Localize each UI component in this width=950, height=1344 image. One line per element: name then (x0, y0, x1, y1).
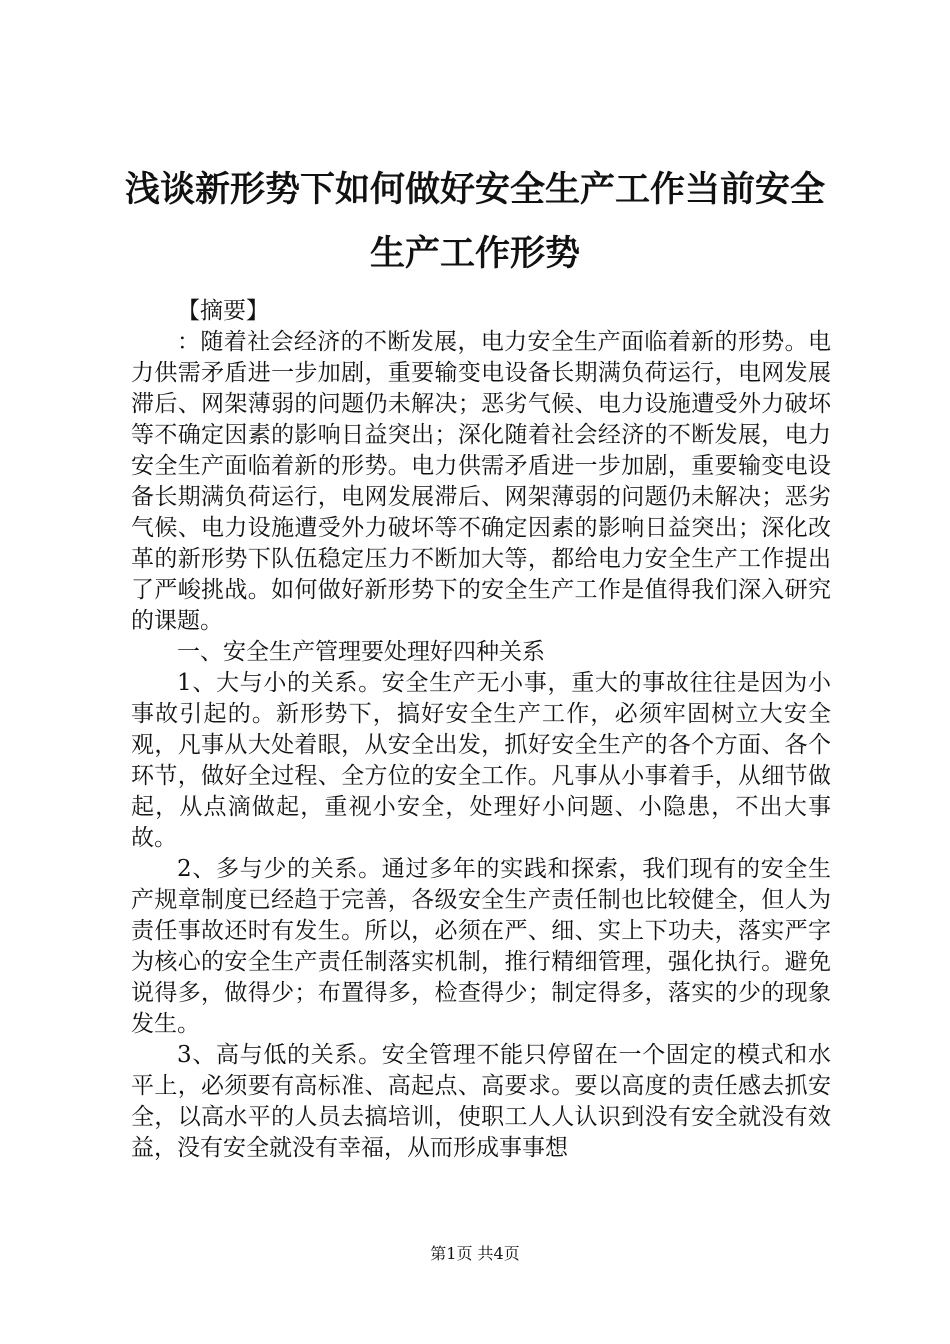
body-paragraph: 3、高与低的关系。安全管理不能只停留在一个固定的模式和水平上，必须要有高标准、高起点、高要求。要以高度的责任感去抓安全，以高水平的人员去搞培训，使职工人人认识到没有安全就没有效益，没有安全就没有幸福，从而形成事事想 (131, 1042, 831, 1161)
document-title: 浅谈新形势下如何做好安全生产工作当前安全生产工作形势 (124, 170, 825, 274)
page-footer: 第1页 共4页 (430, 1244, 520, 1263)
body-paragraph: 2、多与少的关系。通过多年的实践和探索，我们现有的安全生产规章制度已经趋于完善，各级安全生产责任制也比较健全，但人为责任事故还时有发生。所以，必须在严、细、实上下功夫，落实严字为核心的安全生产责任制落实机制，推行精细管理，强化执行。避免说得多，做得少；布置得多，检查得少；制定得多，落实的少的现象发生。 (131, 856, 831, 1037)
abstract-label: 【摘要】 (177, 298, 269, 324)
body-paragraph: 1、大与小的关系。安全生产无小事，重大的事故往往是因为小事故引起的。新形势下，搞好安全生产工作，必须牢固树立大安全观，凡事从大处着眼，从安全出发，抓好安全生产的各个方面、各个环节，做好全过程、全方位的安全工作。凡事从小事着手，从细节做起，从点滴做起，重视小安全，处理好小问题、小隐患，不出大事故。 (131, 670, 831, 851)
section-heading: 一、安全生产管理要处理好四种关系 (177, 639, 545, 665)
document-body (131, 296, 831, 1164)
abstract-paragraph: ：随着社会经济的不断发展，电力安全生产面临着新的形势。电力供需矛盾进一步加剧，重要输变电设备长期满负荷运行，电网发展滞后、网架薄弱的问题仍未解决；恶劣气候、电力设施遭受外力破坏等不确定因素的影响日益突出；深化随着社会经济的不断发展，电力安全生产面临着新的形势。电力供需矛盾进一步加剧，重要输变电设备长期满负荷运行，电网发展滞后、网架薄弱的问题仍未解决；恶劣气候、电力设施遭受外力破坏等不确定因素的影响日益突出；深化改革的新形势下队伍稳定压力不断加大等，都给电力安全生产工作提出了严峻挑战。如何做好新形势下的安全生产工作是值得我们深入研究的课题。 (131, 329, 831, 634)
